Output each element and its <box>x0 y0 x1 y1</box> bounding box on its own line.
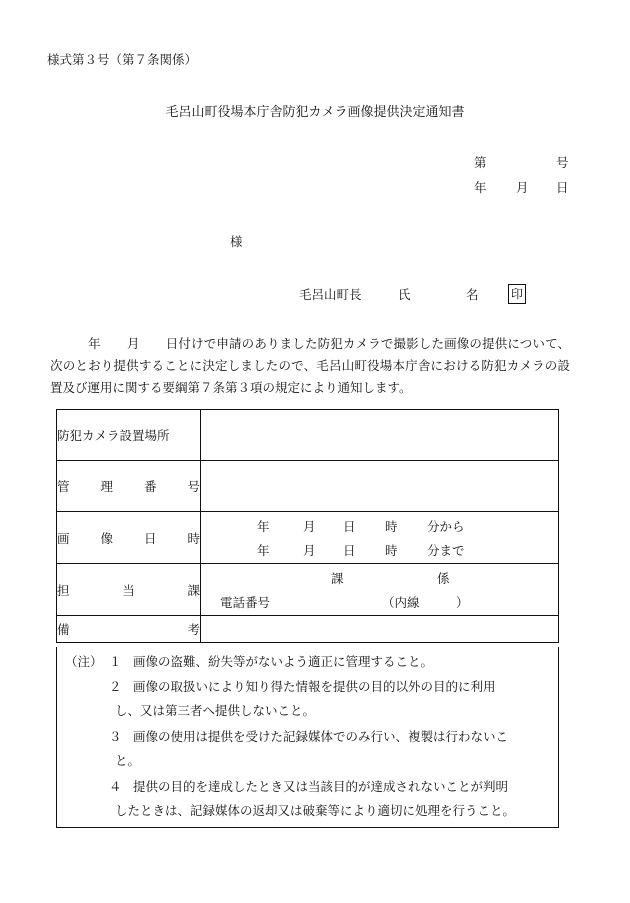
department-value <box>201 564 559 616</box>
document-number-go: 号 <box>556 155 569 170</box>
management-number-value <box>201 461 559 512</box>
date-year: 年 <box>474 180 487 195</box>
issuer-mei: 名 <box>466 287 479 302</box>
body-year: 年 <box>88 336 101 351</box>
kakari-label: 係 <box>437 570 450 586</box>
image-datetime-value <box>201 512 559 564</box>
datetime-from: 年 月 日 時 分から <box>257 518 465 534</box>
phone-line <box>201 590 558 614</box>
row-remarks <box>57 616 559 643</box>
row-camera-location <box>57 410 559 461</box>
issuer-shi: 氏 <box>398 287 411 302</box>
camera-location-value <box>201 410 559 461</box>
provision-table <box>56 409 559 643</box>
document-title: 毛呂山町役場本庁舎防犯カメラ画像提供決定通知書 <box>165 105 465 120</box>
phone-label: 電話番号 <box>220 594 271 610</box>
issuer-title: 毛呂山町長 <box>299 287 362 302</box>
camera-location-label: 防犯カメラ設置場所 <box>57 410 201 461</box>
row-department <box>57 564 559 616</box>
notes-prefix: （注） <box>65 654 103 669</box>
remarks-label: 備 考 <box>57 622 200 637</box>
body-month: 月 <box>126 336 140 351</box>
seal-box: 印 <box>508 284 526 304</box>
form-number: 様式第３号（第７条関係） <box>47 52 198 67</box>
extension-close: ） <box>456 594 469 610</box>
document-number-dai: 第 <box>474 155 487 170</box>
body-text: 日付けで申請のありました防犯カメラで撮影した画像の提供について、次のとおり提供することに決定しましたので、毛呂山町役場本庁舎における防犯カメラの設置及び運用に関する要綱第７条第３項の規定により通知します。 <box>50 336 570 395</box>
management-number-label: 管 理 番 号 <box>57 479 200 494</box>
notes-box: （注） １ 画像の盗難、紛失等がないよう適正に管理すること。 ２ 画像の取扱いにより知り得た情報を提供の目的以外の目的に利用 し、又は第三者へ提供しないこと。 ３ 画像の使用は提供を受けた記録媒体でのみ行い、複製は行わないこ と。 ４ 提供の目的を達成したとき又は当該目的が達成されないことが判明 したときは、記録媒体の返却又は破棄等により適切に処理を行うこと。 <box>56 647 559 828</box>
image-datetime-label: 画 像 日 時 <box>57 530 200 546</box>
department-label: 担 当 課 <box>57 582 200 598</box>
remarks-value <box>201 616 559 643</box>
ka-label: 課 <box>331 570 344 586</box>
date-month: 月 <box>516 180 529 195</box>
addressee-honorific: 様 <box>230 234 243 249</box>
notice-body <box>50 333 570 399</box>
row-image-datetime <box>57 512 559 564</box>
row-management-number <box>57 461 559 512</box>
date-day: 日 <box>556 180 569 195</box>
datetime-to: 年 月 日 時 分まで <box>257 542 465 558</box>
section-line <box>201 566 558 590</box>
extension-open: （内線 <box>382 594 420 610</box>
